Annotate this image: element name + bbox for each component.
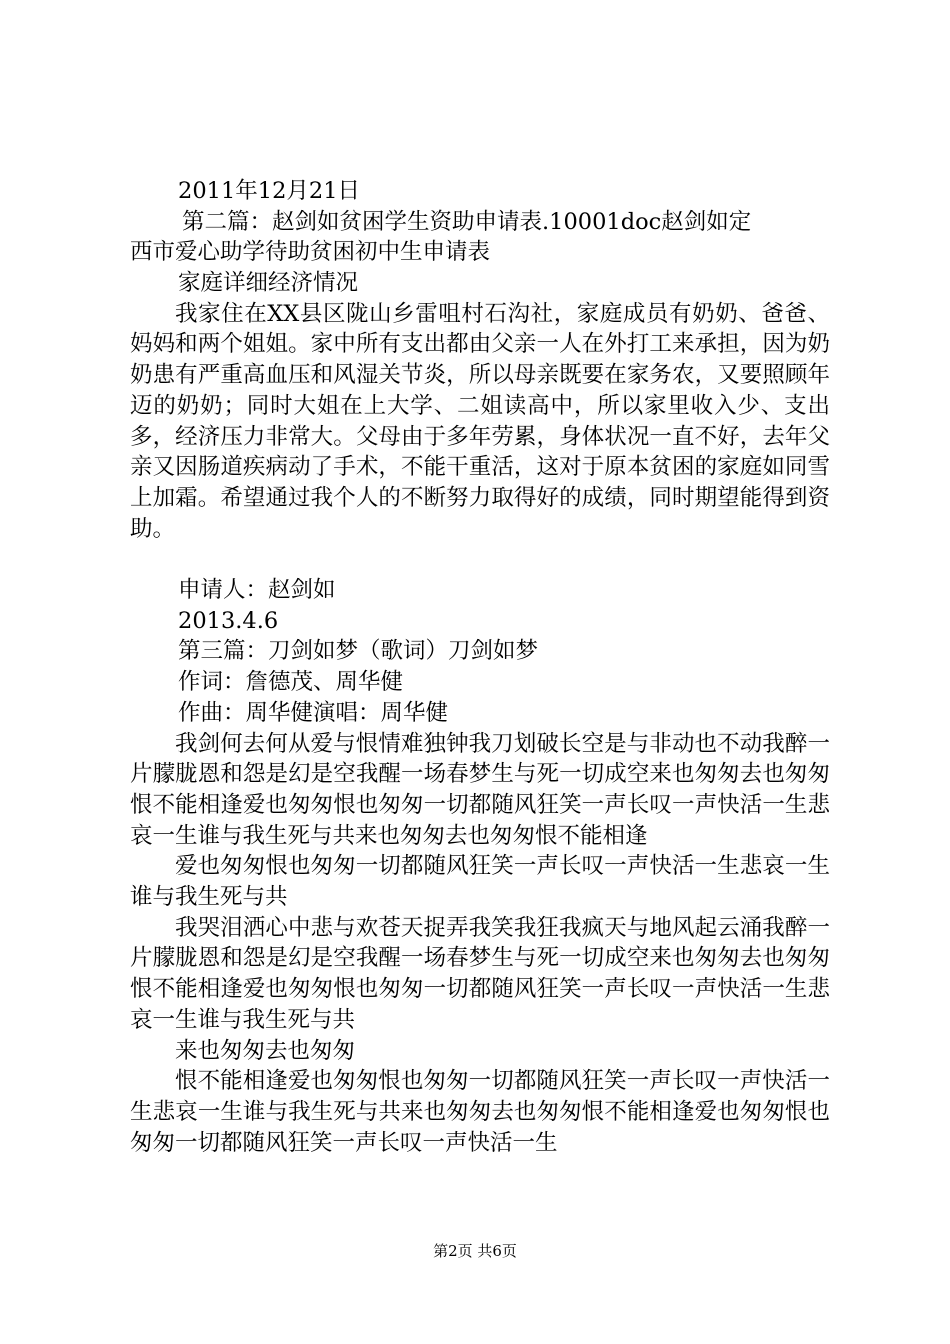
applicant-line: 申请人：赵剑如 [178, 577, 336, 604]
lyricist-line: 作词：詹德茂、周华健 [178, 669, 404, 696]
heading-part-two-line1: 第二篇：赵剑如贫困学生资助申请表.10001doc赵剑如定 [182, 208, 752, 235]
lyrics-paragraph: 我剑何去何从爱与恨情难独钟我刀划破长空是与非动也不动我醉一片朦胧恩和怨是幻是空我醒一场春梦生与死一切成空来也匆匆去也匆匆恨不能相逢爱也匆匆恨也匆匆一切都随风狂笑一声长叹一声快活一生悲哀一生谁与我生死与共来也匆匆去也匆匆恨不能相逢 [130, 730, 830, 849]
heading-part-two-line2: 西市爱心助学待助贫困初中生申请表 [130, 239, 491, 266]
lyrics-paragraph: 恨不能相逢爱也匆匆恨也匆匆一切都随风狂笑一声长叹一声快活一生悲哀一生谁与我生死与共来也匆匆去也匆匆恨不能相逢爱也匆匆恨也匆匆一切都随风狂笑一声长叹一声快活一生 [130, 1068, 830, 1156]
blank-line [130, 544, 830, 575]
page-number-footer: 第2页 共6页 [433, 1242, 517, 1260]
family-situation-paragraph: 我家住在XX县区陇山乡雷咀村石沟社，家庭成员有奶奶、爸爸、妈妈和两个姐姐。家中所有支出都由父亲一人在外打工来承担，因为奶奶患有严重高血压和风湿关节炎，所以母亲既要在家务农，又要照顾年迈的奶奶；同时大姐在上大学、二姐读高中，所以家里收入少、支出多，经济压力非常大。父母由于多年劳累，身体状况一直不好，去年父亲又因肠道疾病动了手术，不能干重活，这对于原本贫困的家庭如同雪上加霜。希望通过我个人的不断努力取得好的成绩，同时期望能得到资助。 [130, 300, 830, 542]
composer-line: 作曲：周华健演唱：周华健 [178, 699, 449, 726]
heading-part-three: 第三篇：刀剑如梦（歌词）刀剑如梦 [178, 638, 539, 665]
date-2013: 2013.4.6 [178, 607, 279, 634]
date-2011: 2011年12月21日 [178, 178, 361, 204]
lyrics-paragraph: 爱也匆匆恨也匆匆一切都随风狂笑一声长叹一声快活一生悲哀一生谁与我生死与共 [130, 853, 830, 911]
lyrics-paragraph: 我哭泪洒心中悲与欢苍天捉弄我笑我狂我疯天与地风起云涌我醉一片朦胧恩和怨是幻是空我醒一场春梦生与死一切成空来也匆匆去也匆匆恨不能相逢爱也匆匆恨也匆匆一切都随风狂笑一声长叹一声快活一生悲哀一生谁与我生死与共 [130, 914, 830, 1033]
lyrics-paragraph: 来也匆匆去也匆匆 [175, 1037, 356, 1064]
document-body [130, 176, 830, 1158]
section-title-family-economy: 家庭详细经济情况 [178, 270, 359, 297]
